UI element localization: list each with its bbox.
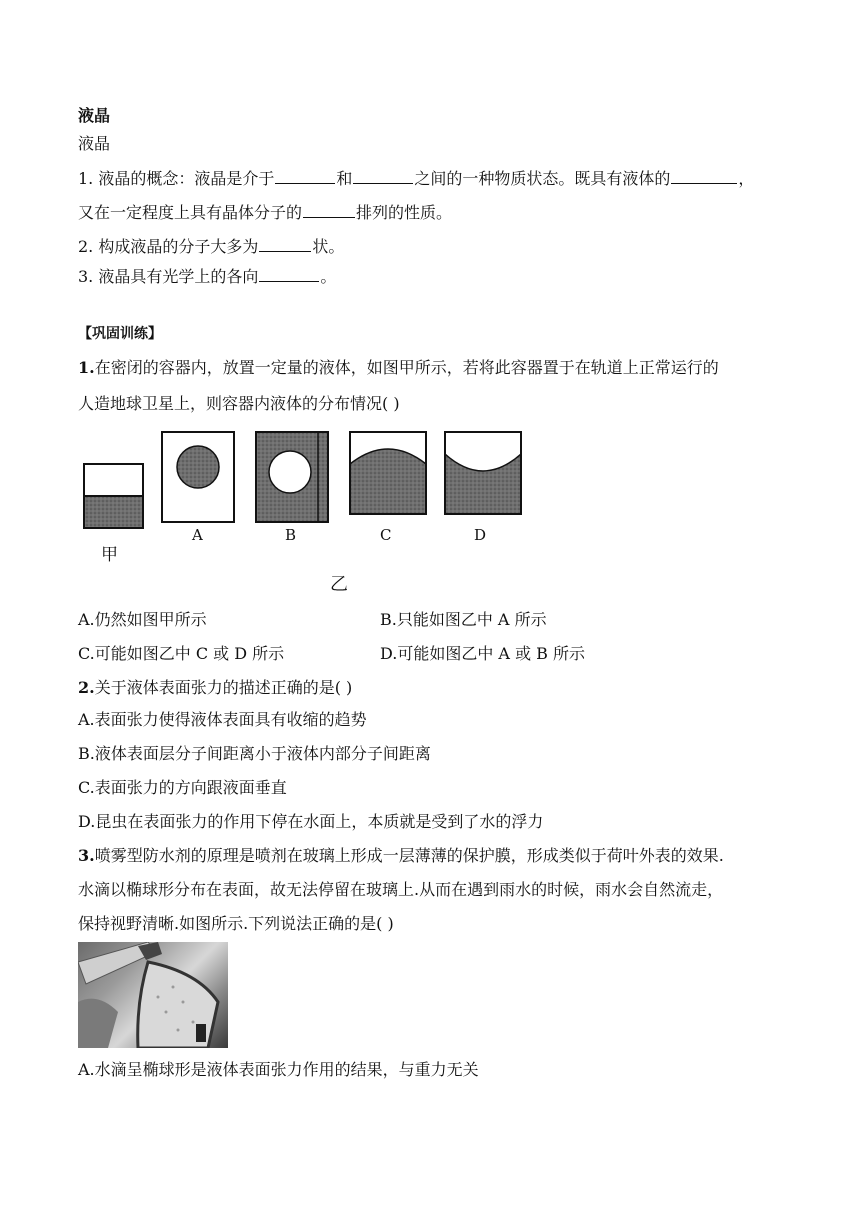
figure-label-b: B [285, 526, 297, 544]
figure-caption-yi: 乙 [330, 574, 348, 595]
figure-a-container [162, 432, 234, 522]
q1-figure [78, 424, 538, 600]
answer-blank[interactable] [275, 168, 335, 184]
q1-line2: 人造地球卫星上，则容器内液体的分布情况( ) [78, 394, 400, 413]
answer-blank[interactable] [259, 236, 311, 252]
q3-line2: 水滴以椭球形分布在表面，故无法停留在玻璃上.从而在遇到雨水的时候，雨水会自然流走， [78, 880, 724, 899]
figure-label-c: C [380, 526, 392, 544]
q2-option-d[interactable]: D.昆虫在表面张力的作用下停在水面上，本质就是受到了水的浮力 [78, 812, 544, 831]
answer-blank[interactable] [353, 168, 413, 184]
figure-label-d: D [474, 526, 487, 544]
q2-option-a[interactable]: A.表面张力使得液体表面具有收缩的趋势 [78, 710, 367, 729]
figure-jia-container [84, 464, 143, 528]
figure-d-container [445, 432, 521, 514]
figure-label-jia: 甲 [101, 545, 118, 565]
q1-option-b[interactable]: B.只能如图乙中 A 所示 [380, 610, 547, 629]
q1-option-d[interactable]: D.可能如图乙中 A 或 B 所示 [380, 644, 586, 663]
liquid-crystal-concept-line1: 1. 液晶的概念：液晶是介于 和 之间的一种物质状态。既具有液体的 ， [78, 169, 755, 188]
q1-option-c[interactable]: C.可能如图乙中 C 或 D 所示 [78, 644, 285, 663]
liquid-crystal-molecule-shape: 2. 构成液晶的分子大多为 状。 [78, 237, 345, 256]
q2-option-b[interactable]: B.液体表面层分子间距离小于液体内部分子间距离 [78, 744, 431, 763]
spray-mirror-illustration [78, 942, 228, 1048]
q1-line1: 1.在密闭的容器内，放置一定量的液体，如图甲所示，若将此容器置于在轨道上正常运行的 [78, 358, 719, 377]
q1-option-a[interactable]: A.仍然如图甲所示 [78, 610, 207, 629]
section-heading: 液晶 [78, 134, 111, 153]
q2-option-c[interactable]: C.表面张力的方向跟液面垂直 [78, 778, 287, 797]
q3-option-a[interactable]: A.水滴呈椭球形是液体表面张力作用的结果，与重力无关 [78, 1060, 479, 1079]
figure-b-container [256, 432, 328, 522]
practice-title: 【巩固训练】 [78, 326, 162, 342]
q3-line1: 3.喷雾型防水剂的原理是喷剂在玻璃上形成一层薄薄的保护膜，形成类似于荷叶外表的效果. [78, 846, 724, 865]
figure-label-a: A [192, 526, 203, 544]
q3-line3: 保持视野清晰.如图所示.下列说法正确的是( ) [78, 914, 394, 933]
answer-blank[interactable] [259, 266, 319, 282]
answer-blank[interactable] [303, 202, 355, 218]
section-heading-bold: 液晶 [78, 106, 111, 125]
liquid-crystal-concept-line2: 又在一定程度上具有晶体分子的 排列的性质。 [78, 203, 453, 222]
answer-blank[interactable] [671, 168, 737, 184]
figure-c-container [350, 432, 426, 514]
liquid-crystal-optical: 3. 液晶具有光学上的各向 。 [78, 267, 337, 286]
q2-stem: 2.关于液体表面张力的描述正确的是( ) [78, 678, 353, 697]
spray-mirror-photo [78, 942, 228, 1048]
